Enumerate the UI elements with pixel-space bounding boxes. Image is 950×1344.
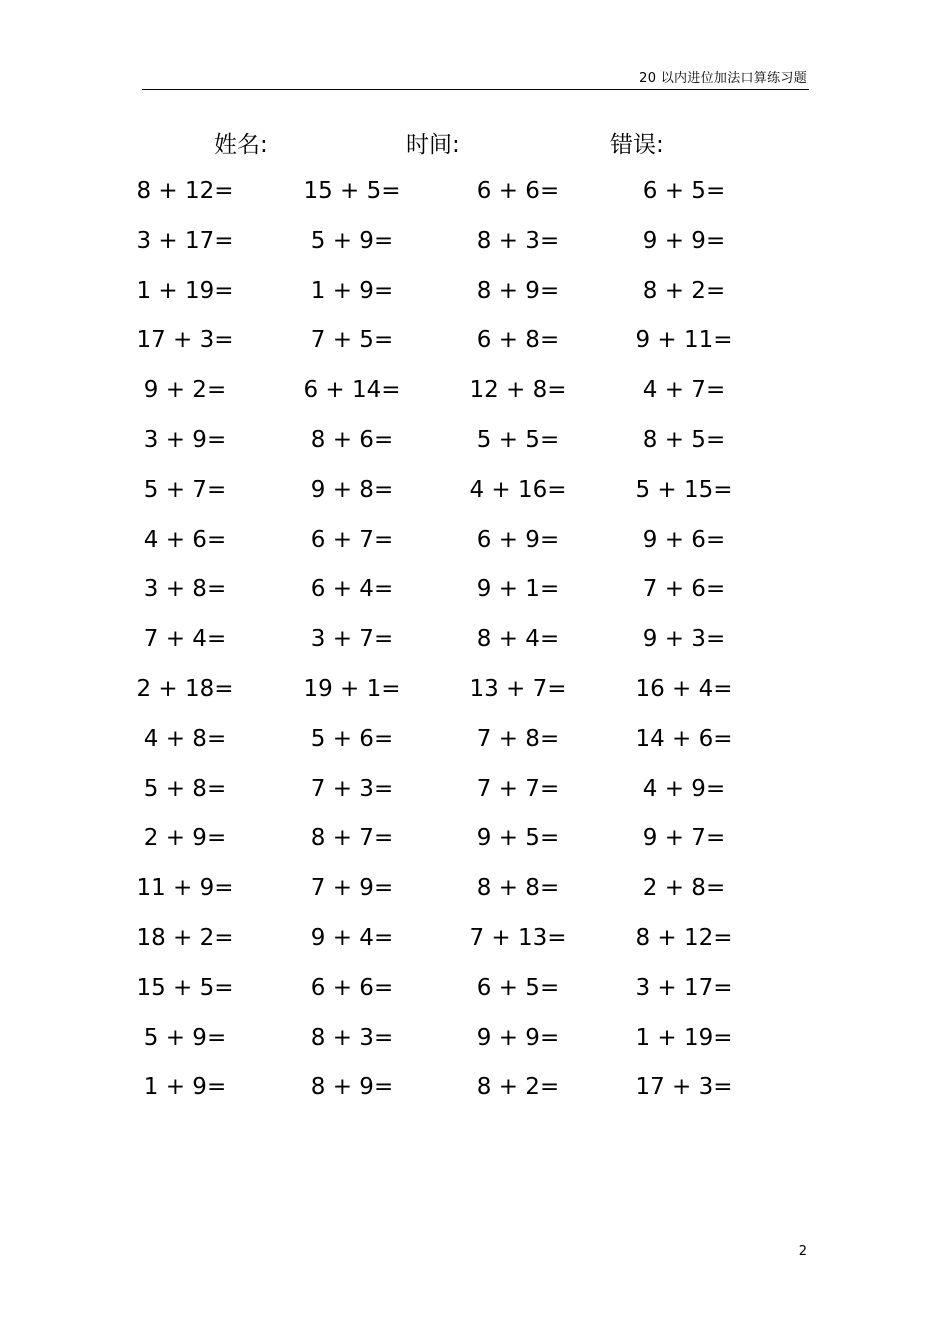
- problem-cell: 8 + 9=: [310, 1074, 394, 1101]
- problem-grid: [0, 173, 950, 1119]
- problem-cell: 8 + 4=: [476, 626, 560, 653]
- problem-cell: 4 + 16=: [469, 476, 567, 503]
- problem-row: [0, 870, 950, 920]
- problem-cell: 9 + 1=: [476, 576, 560, 603]
- problem-cell: 8 + 3=: [476, 227, 560, 254]
- problem-cell: 9 + 4=: [310, 924, 394, 951]
- problem-cell: 9 + 9=: [476, 1024, 560, 1051]
- problem-cell: 6 + 6=: [310, 974, 394, 1001]
- problem-cell: 5 + 9=: [310, 227, 394, 254]
- problem-cell: 18 + 2=: [136, 924, 234, 951]
- student-info-row: [0, 126, 950, 158]
- problem-cell: 8 + 9=: [476, 277, 560, 304]
- problem-cell: 1 + 19=: [136, 277, 234, 304]
- problem-cell: 5 + 6=: [310, 725, 394, 752]
- problem-cell: 4 + 9=: [642, 775, 726, 802]
- problem-cell: 1 + 9=: [143, 1074, 227, 1101]
- problem-row: [0, 422, 950, 472]
- problem-cell: 5 + 8=: [143, 775, 227, 802]
- problem-cell: 14 + 6=: [635, 725, 733, 752]
- name-label: 姓名:: [214, 132, 268, 158]
- problem-cell: 1 + 9=: [310, 277, 394, 304]
- problem-cell: 5 + 15=: [635, 476, 733, 503]
- errors-label: 错误:: [610, 132, 664, 158]
- problem-cell: 17 + 3=: [635, 1074, 733, 1101]
- problem-row: [0, 522, 950, 572]
- problem-row: [0, 173, 950, 223]
- problem-cell: 9 + 3=: [642, 626, 726, 653]
- problem-cell: 8 + 12=: [635, 924, 733, 951]
- problem-cell: 15 + 5=: [303, 178, 401, 204]
- problem-cell: 3 + 17=: [136, 227, 234, 254]
- problem-cell: 5 + 9=: [143, 1024, 227, 1051]
- problem-cell: 8 + 12=: [136, 178, 234, 204]
- problem-cell: 12 + 8=: [469, 377, 567, 404]
- problem-cell: 1 + 19=: [635, 1024, 733, 1051]
- problem-row: [0, 273, 950, 323]
- problem-row: [0, 1020, 950, 1070]
- problem-cell: 9 + 6=: [642, 526, 726, 553]
- problem-cell: 11 + 9=: [136, 875, 234, 902]
- problem-row: [0, 820, 950, 870]
- page-number: 2: [798, 1244, 807, 1259]
- problem-cell: 16 + 4=: [635, 675, 733, 702]
- problem-row: [0, 771, 950, 821]
- problem-cell: 9 + 9=: [642, 227, 726, 254]
- problem-cell: 5 + 5=: [476, 426, 560, 453]
- problem-cell: 7 + 3=: [310, 775, 394, 802]
- problem-cell: 4 + 7=: [642, 377, 726, 404]
- problem-cell: 3 + 17=: [635, 974, 733, 1001]
- problem-cell: 6 + 6=: [476, 178, 560, 204]
- problem-cell: 3 + 9=: [143, 426, 227, 453]
- problem-cell: 8 + 7=: [310, 825, 394, 852]
- problem-cell: 9 + 2=: [143, 377, 227, 404]
- problem-cell: 9 + 7=: [642, 825, 726, 852]
- problem-cell: 6 + 7=: [310, 526, 394, 553]
- problem-cell: 6 + 5=: [476, 974, 560, 1001]
- problem-cell: 13 + 7=: [469, 675, 567, 702]
- problem-cell: 2 + 9=: [143, 825, 227, 852]
- problem-cell: 9 + 8=: [310, 476, 394, 503]
- problem-cell: 8 + 5=: [642, 426, 726, 453]
- problem-cell: 7 + 4=: [143, 626, 227, 653]
- problem-cell: 8 + 3=: [310, 1024, 394, 1051]
- problem-cell: 7 + 5=: [310, 327, 394, 354]
- problem-row: [0, 372, 950, 422]
- header-title: 20 以内进位加法口算练习题: [639, 71, 807, 86]
- problem-cell: 4 + 6=: [143, 526, 227, 553]
- problem-row: [0, 920, 950, 970]
- problem-row: [0, 223, 950, 273]
- problem-cell: 6 + 14=: [303, 377, 401, 404]
- problem-cell: 6 + 9=: [476, 526, 560, 553]
- problem-cell: 6 + 8=: [476, 327, 560, 354]
- problem-cell: 8 + 8=: [476, 875, 560, 902]
- problem-cell: 7 + 8=: [476, 725, 560, 752]
- problem-cell: 8 + 6=: [310, 426, 394, 453]
- problem-cell: 8 + 2=: [642, 277, 726, 304]
- time-label: 时间:: [406, 132, 460, 158]
- problem-cell: 8 + 2=: [476, 1074, 560, 1101]
- problem-cell: 7 + 9=: [310, 875, 394, 902]
- problem-cell: 9 + 5=: [476, 825, 560, 852]
- problem-cell: 19 + 1=: [303, 675, 401, 702]
- problem-row: [0, 571, 950, 621]
- problem-cell: 9 + 11=: [635, 327, 733, 354]
- problem-cell: 3 + 8=: [143, 576, 227, 603]
- problem-row: [0, 970, 950, 1020]
- problem-row: [0, 472, 950, 522]
- problem-row: [0, 1069, 950, 1119]
- problem-row: [0, 721, 950, 771]
- problem-cell: 3 + 7=: [310, 626, 394, 653]
- header-divider: [142, 89, 809, 90]
- problem-cell: 6 + 5=: [642, 178, 726, 204]
- problem-cell: 15 + 5=: [136, 974, 234, 1001]
- problem-cell: 7 + 6=: [642, 576, 726, 603]
- problem-cell: 7 + 13=: [469, 924, 567, 951]
- problem-cell: 2 + 18=: [136, 675, 234, 702]
- problem-cell: 17 + 3=: [136, 327, 234, 354]
- problem-row: [0, 621, 950, 671]
- problem-cell: 4 + 8=: [143, 725, 227, 752]
- problem-row: [0, 322, 950, 372]
- problem-cell: 6 + 4=: [310, 576, 394, 603]
- problem-cell: 5 + 7=: [143, 476, 227, 503]
- problem-cell: 7 + 7=: [476, 775, 560, 802]
- problem-cell: 2 + 8=: [642, 875, 726, 902]
- problem-row: [0, 671, 950, 721]
